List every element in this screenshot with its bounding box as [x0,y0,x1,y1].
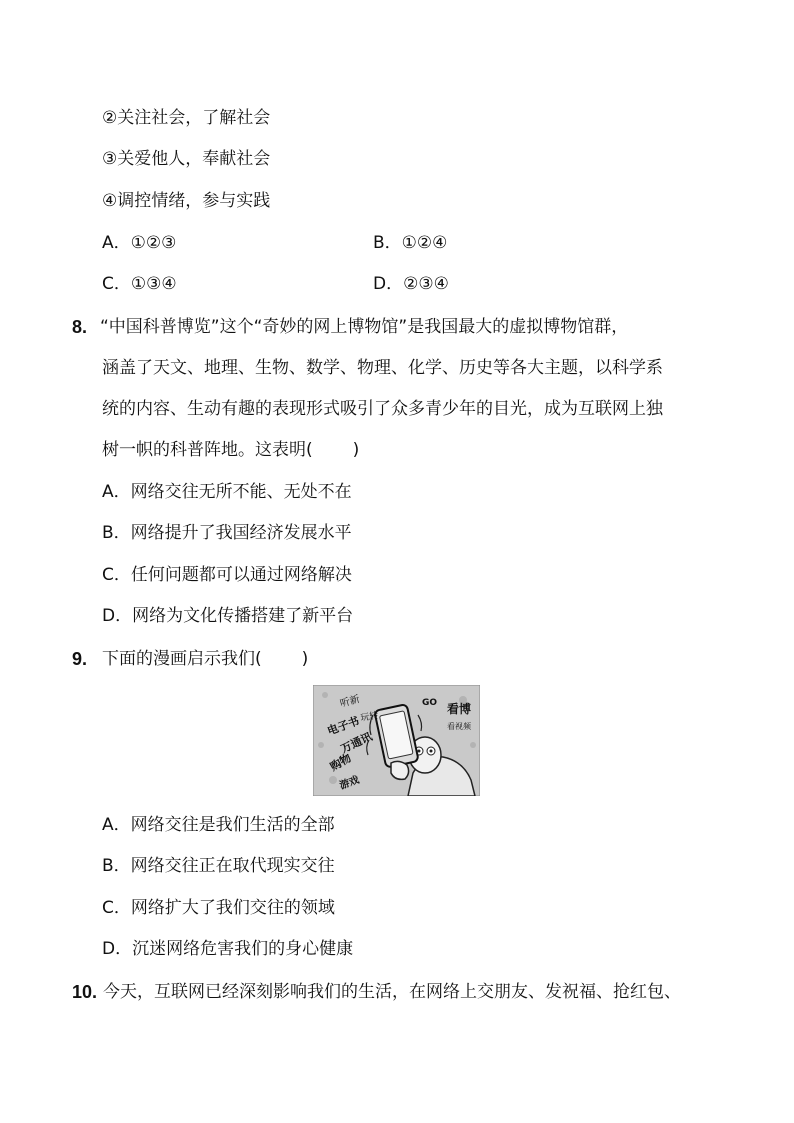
cartoon-word-5: 电子书 [325,714,362,738]
q8-stem-line-3: 统的内容、生动有趣的表现形式吸引了众多青少年的目光，成为互联网上独 [102,399,663,419]
q7-item-2: ②关注社会，了解社会 [102,108,271,128]
cartoon-word-7: 购物 [328,751,354,774]
q7-option-b: B．①②④ [373,233,448,253]
q7-option-a: A．①②③ [102,233,177,253]
cartoon-word-8: 游戏 [338,774,361,792]
q8-number: 8. [72,317,88,337]
q8-option-b: B．网络提升了我国经济发展水平 [102,523,352,543]
q8-close-paren: ) [352,440,360,460]
q7-option-c: C．①③④ [102,274,177,294]
cartoon-word-6: 万通讯 [338,729,375,756]
cartoon-word-4: 看视频 [447,722,471,731]
q8-stem-line-4 [102,438,359,462]
cartoon-image [313,685,480,796]
q8-option-d: D．网络为文化传播搭建了新平台 [102,606,354,626]
cartoon-word-2: GO [422,698,438,708]
q9-stem [102,647,308,671]
cartoon-word-3: 看博 [447,702,472,716]
q9-option-a: A．网络交往是我们生活的全部 [102,815,335,835]
cartoon-word-1: 听新 [338,694,362,710]
q10-stem: 今天，互联网已经深刻影响我们的生活，在网络上交朋友、发祝福、抢红包、 [103,982,681,1002]
q8-option-c: C．任何问题都可以通过网络解决 [102,565,352,585]
q7-item-3: ③关爱他人，奉献社会 [102,149,271,169]
cartoon-word-9: 玩转 [359,710,380,724]
q9-option-c: C．网络扩大了我们交往的领域 [102,898,335,918]
q8-option-a: A．网络交往无所不能、无处不在 [102,482,352,502]
q9-option-b: B．网络交往正在取代现实交往 [102,856,335,876]
q9-stem-text: 下面的漫画启示我们( [102,649,262,669]
q8-stem-line-1: “中国科普博览”这个“奇妙的网上博物馆”是我国最大的虚拟博物馆群， [100,317,629,337]
q8-stem-line-2: 涵盖了天文、地理、生物、数学、物理、化学、历史等各大主题，以科学系 [102,358,663,378]
q7-option-d: D．②③④ [373,274,449,294]
q7-item-4: ④调控情绪，参与实践 [102,191,271,211]
q10-number: 10. [72,982,98,1002]
q9-option-d: D．沉迷网络危害我们的身心健康 [102,939,354,959]
q9-number: 9. [72,649,88,669]
q8-stem-text: 树一帜的科普阵地。这表明( [102,440,313,460]
q9-close-paren: ) [301,649,309,669]
